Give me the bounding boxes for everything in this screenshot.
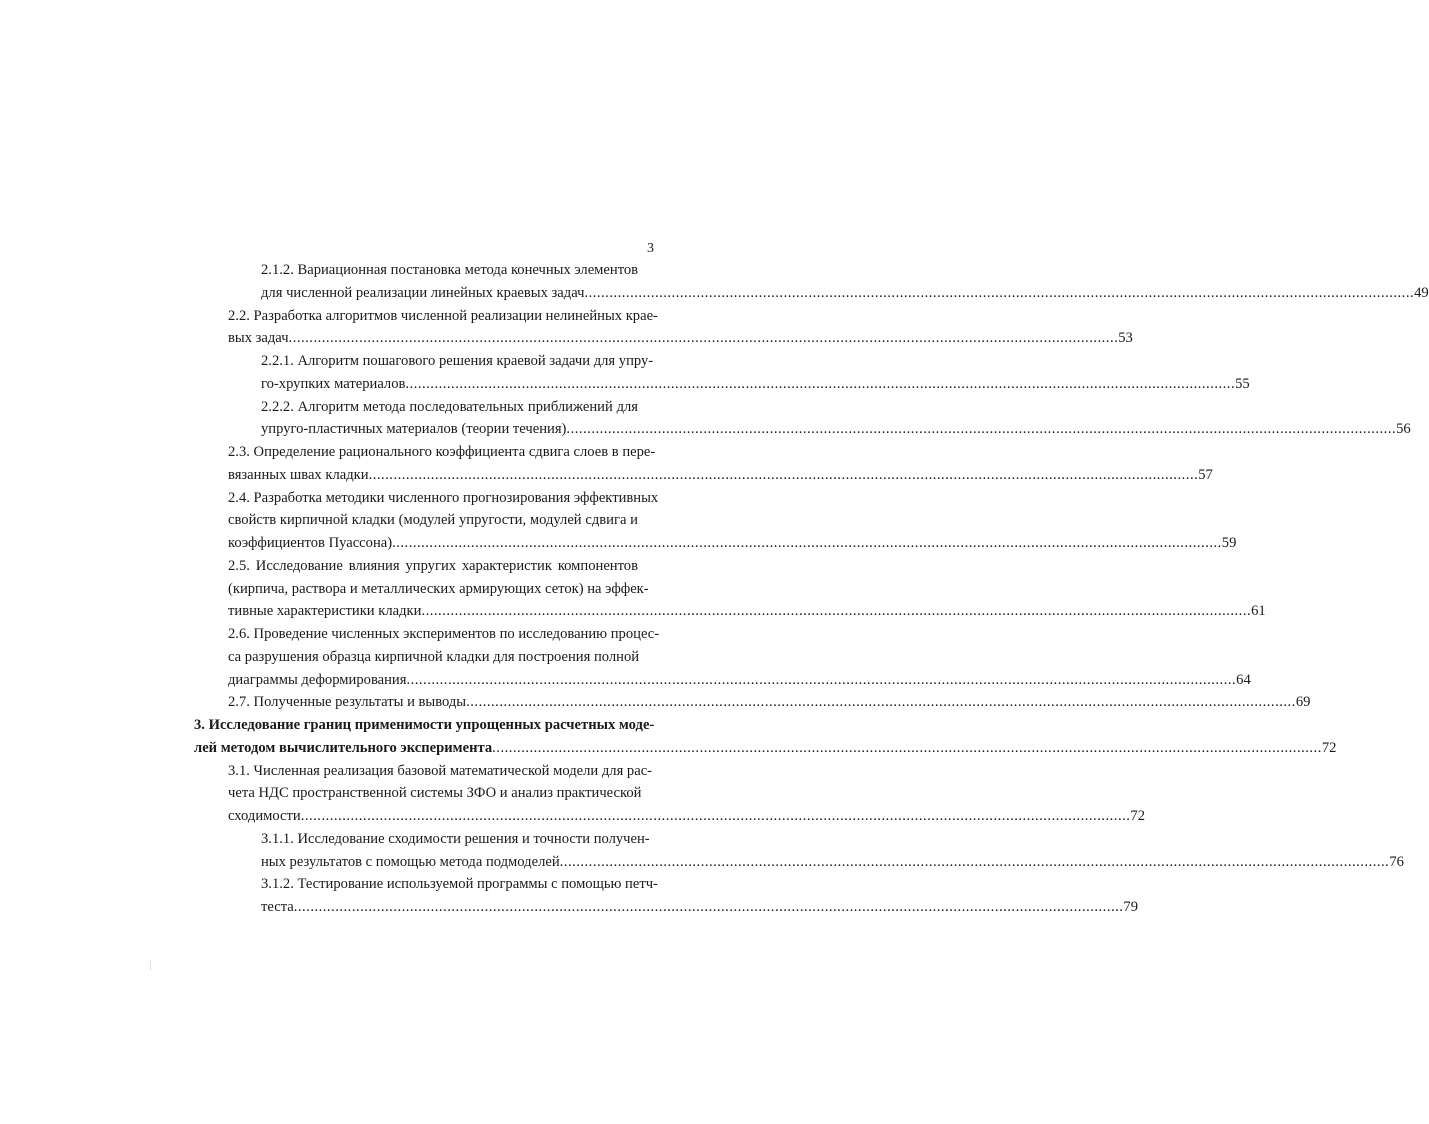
toc-entry[interactable]	[228, 487, 1237, 555]
toc-entry-title: лей методом вычислительного эксперимента	[194, 739, 493, 756]
toc-entry-line: (кирпича, раствора и металлических армирующих сеток) на эффек-	[228, 580, 649, 597]
toc-page-number: 55	[1235, 375, 1250, 392]
toc-entry-line: 2.5. Исследование влияния упругих характеристик компонентов	[228, 557, 638, 574]
toc-entry-title: го-хрупких материалов	[261, 375, 406, 392]
toc-entry-line: 2.3. Определение рационального коэффициента сдвига слоев в пере-	[228, 444, 656, 460]
table-of-contents	[194, 259, 1429, 919]
toc-entry[interactable]	[261, 350, 1250, 396]
toc-entry-line	[194, 737, 1337, 760]
toc-entry-line: 2.2. Разработка алгоритмов численной реализации нелинейных крае-	[228, 307, 658, 324]
toc-entry[interactable]	[194, 714, 1337, 760]
dot-leader: ........................................................................................................................................................................................................	[300, 808, 1131, 824]
toc-entry-line	[261, 373, 1250, 396]
toc-page-number: 64	[1236, 671, 1251, 688]
dot-leader: ........................................................................................................................................................................................................	[566, 421, 1397, 438]
toc-entry[interactable]	[228, 555, 1266, 623]
toc-entry[interactable]	[228, 441, 1213, 487]
toc-entry-line	[228, 327, 1133, 350]
dot-leader: ........................................................................................................................................................................................................	[559, 853, 1390, 870]
toc-entry[interactable]	[261, 873, 1139, 919]
toc-entry-line: 2.4. Разработка методики численного прогнозирования эффективных	[228, 489, 659, 506]
toc-entry-line: свойств кирпичной кладки (модулей упругости, модулей сдвига и	[228, 512, 638, 529]
toc-entry-title: ных результатов с помощью метода подмоделей	[261, 853, 560, 870]
toc-entry-title: коэффициентов Пуассона)	[228, 535, 393, 551]
toc-entry-line	[228, 532, 1237, 555]
toc-page-number: 49	[1414, 284, 1429, 301]
dot-leader: ........................................................................................................................................................................................................	[584, 284, 1415, 301]
toc-entry-line	[228, 464, 1213, 487]
toc-entry-line	[261, 851, 1404, 874]
toc-entry-title: вязанных швах кладки	[228, 466, 369, 483]
toc-entry-title: 2.7. Полученные результаты и выводы	[228, 694, 467, 711]
dot-leader: ........................................................................................................................................................................................................	[421, 603, 1252, 620]
toc-entry-line	[261, 282, 1429, 305]
dot-leader: ........................................................................................................................................................................................................	[293, 899, 1124, 915]
toc-entry-line	[228, 691, 1311, 714]
toc-entry-line: 2.1.2. Вариационная постановка метода конечных элементов	[261, 262, 639, 278]
dot-leader: ........................................................................................................................................................................................................	[288, 330, 1119, 347]
toc-page-number: 69	[1295, 694, 1311, 711]
toc-entry[interactable]	[261, 259, 1429, 305]
dot-leader: ........................................................................................................................................................................................................	[492, 739, 1322, 756]
toc-page-number: 53	[1118, 330, 1133, 347]
toc-entry-title: тивные характеристики кладки	[228, 603, 422, 620]
dot-leader: ........................................................................................................................................................................................................	[405, 375, 1236, 392]
toc-entry[interactable]	[228, 760, 1145, 828]
toc-entry-line: 3. Исследование границ применимости упрощенных расчетных моде-	[194, 717, 655, 733]
toc-entry-line: 2.6. Проведение численных экспериментов по исследованию процес-	[228, 626, 660, 642]
toc-page-number: 61	[1251, 603, 1266, 620]
dot-leader: ........................................................................................................................................................................................................	[466, 694, 1296, 711]
toc-entry-line	[261, 896, 1139, 919]
toc-entry-line: 2.2.1. Алгоритм пошагового решения краевой задачи для упру-	[261, 353, 654, 369]
dot-leader: ........................................................................................................................................................................................................	[392, 535, 1222, 551]
toc-entry-line: 3.1.1. Исследование сходимости решения и точности получен-	[261, 830, 650, 847]
toc-entry[interactable]	[228, 691, 1311, 714]
dot-leader: ........................................................................................................................................................................................................	[406, 671, 1237, 688]
toc-entry-line	[261, 418, 1411, 441]
toc-entry-line	[228, 600, 1266, 623]
scan-artifact	[150, 960, 151, 970]
toc-entry-title: сходимости	[228, 808, 301, 824]
toc-page-number: 76	[1389, 853, 1404, 870]
toc-entry-line: са разрушения образца кирпичной кладки для построения полной	[228, 648, 640, 665]
toc-entry-title: вых задач	[228, 330, 289, 347]
toc-page-number: 57	[1198, 466, 1213, 483]
toc-page-number: 79	[1123, 899, 1139, 915]
toc-entry-line: 2.2.2. Алгоритм метода последовательных приближений для	[261, 398, 638, 415]
toc-entry-line: 3.1. Численная реализация базовой математической модели для рас-	[228, 762, 653, 779]
toc-entry-line: 3.1.2. Тестирование используемой программы с помощью петч-	[261, 876, 658, 893]
toc-entry-title: упруго-пластичных материалов (теории течения)	[261, 421, 567, 438]
toc-entry[interactable]	[228, 305, 1133, 351]
toc-entry-line	[228, 669, 1251, 692]
toc-entry-title: теста	[261, 899, 294, 915]
toc-entry-line: чета НДС пространственной системы ЗФО и анализ практической	[228, 785, 642, 802]
page-number: 3	[647, 241, 654, 256]
toc-page-number: 72	[1130, 808, 1145, 824]
toc-page-number: 59	[1221, 535, 1237, 551]
toc-entry[interactable]	[261, 396, 1411, 442]
toc-page-number: 72	[1321, 739, 1337, 756]
toc-entry-title: диаграммы деформирования	[228, 671, 407, 688]
toc-entry-title: для численной реализации линейных краевых задач	[261, 284, 585, 301]
toc-entry-line	[228, 805, 1145, 828]
toc-entry[interactable]	[228, 623, 1251, 691]
toc-page-number: 56	[1396, 421, 1411, 438]
dot-leader: ........................................................................................................................................................................................................	[368, 466, 1199, 483]
toc-entry[interactable]	[261, 828, 1404, 874]
